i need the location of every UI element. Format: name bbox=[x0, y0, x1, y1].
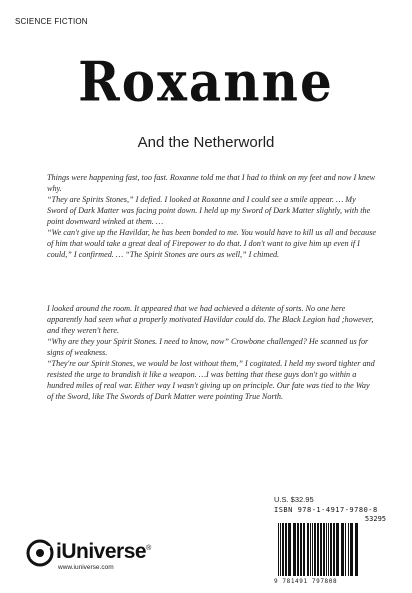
barcode-bar bbox=[312, 523, 313, 576]
barcode-bar bbox=[330, 523, 332, 576]
barcode-bar bbox=[285, 523, 287, 576]
synopsis-paragraph: I looked around the room. It appeared that we had achieved a détente of sorts. No one here apparently had seen what a properly motivated Havildar could do. The Black Legion had ;however, and they weren't here. bbox=[47, 304, 374, 335]
barcode-bar bbox=[307, 523, 309, 576]
synopsis-paragraph: “They're our Spirit Stones, we would be lost without them,” I cogitated. I held my sword tighter and resisted the urge to brandish it like a weapon. …I was betting that these guys don't go within a hundred miles of real war. Either way I wasn't giving up on principle. Our fate was tied to the Way of the Sword, like The Swords of Dark Matter were pointing True North. bbox=[47, 359, 375, 401]
barcode-bar bbox=[317, 523, 319, 576]
iuniverse-swirl-icon bbox=[26, 539, 54, 567]
barcode-bar bbox=[341, 523, 344, 576]
barcode-bar bbox=[310, 523, 311, 576]
price-code: 53295 bbox=[364, 515, 386, 523]
barcode-bar bbox=[323, 523, 325, 576]
barcode-area bbox=[274, 506, 386, 585]
barcode-bar bbox=[320, 523, 322, 576]
barcode-bar bbox=[288, 523, 291, 576]
book-subtitle: And the Netherworld bbox=[137, 134, 275, 151]
barcode-bar bbox=[326, 523, 327, 576]
synopsis-paragraph: Things were happening fast, too fast. Roxanne told me that I had to think on my feet and now I knew why. bbox=[47, 173, 376, 193]
barcode-icon bbox=[274, 523, 386, 578]
barcode-number: 9 781491 797808 bbox=[274, 578, 338, 585]
genre-label: SCIENCE FICTION bbox=[15, 17, 88, 26]
publisher-logo bbox=[26, 539, 166, 573]
barcode-bar bbox=[300, 523, 302, 576]
synopsis-paragraph: “Why are they your Spirit Stones. I need to know, now” Crowbone challenged? He scanned us for signs of weakness. bbox=[47, 337, 369, 357]
barcode-bar bbox=[278, 523, 279, 576]
barcode-bar bbox=[348, 523, 349, 576]
synopsis-block-2 bbox=[47, 303, 377, 402]
synopsis-paragraph: “We can't give up the Havildar, he has been bonded to me. You would have to kill us all and because of him that would take a great deal of Firepower to do that. I don't want to give him up even if I could,” I confirmed. … “The Spirit Stones are ours as well,” I chimed. bbox=[47, 228, 377, 259]
barcode-bar bbox=[282, 523, 284, 576]
barcode-bar bbox=[314, 523, 316, 576]
synopsis-paragraph: “They are Spirits Stones,” I defied. I looked at Roxanne and I could see a smile appear. … My Sword of Dark Matter was facing point down. I held up my Sword of Dark Matter slightly, with the point downward winked at them. … bbox=[47, 195, 371, 226]
barcode-bar bbox=[350, 523, 353, 576]
barcode-bar bbox=[328, 523, 329, 576]
publisher-url: www.iuniverse.com bbox=[58, 564, 114, 571]
barcode-bar bbox=[333, 523, 335, 576]
synopsis-block-1 bbox=[47, 172, 377, 260]
price-label: U.S. $32.95 bbox=[274, 495, 314, 504]
barcode-bar bbox=[345, 523, 346, 576]
barcode-bar bbox=[297, 523, 299, 576]
barcode-bar bbox=[336, 523, 339, 576]
barcode-bar bbox=[280, 523, 281, 576]
isbn-text: ISBN 978-1-4917-9780-8 bbox=[274, 506, 378, 514]
book-title: Roxanne bbox=[78, 49, 334, 114]
barcode-bar bbox=[355, 523, 358, 576]
barcode-bar bbox=[303, 523, 305, 576]
publisher-name: iUniverse® bbox=[56, 540, 151, 563]
barcode-bar bbox=[293, 523, 296, 576]
